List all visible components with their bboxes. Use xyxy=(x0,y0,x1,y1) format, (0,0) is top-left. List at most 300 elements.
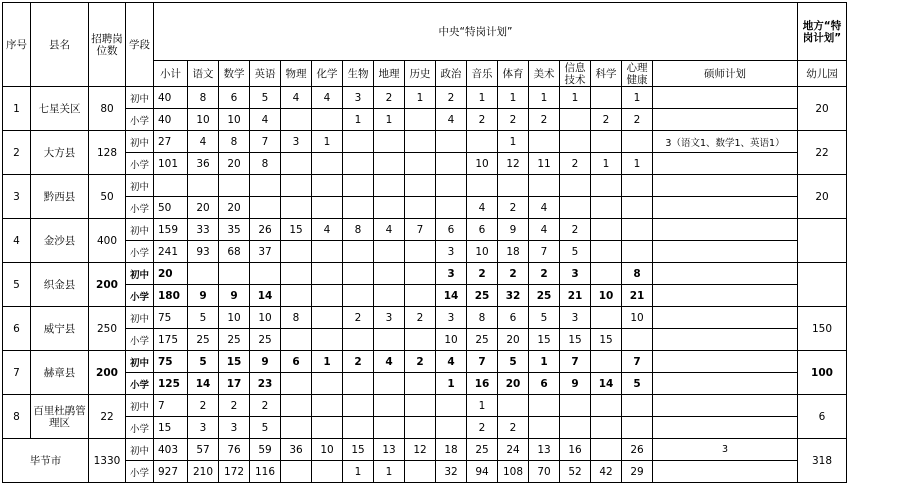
subject-cell: 3（语文1、数学1、英语1） xyxy=(653,131,798,153)
table-row xyxy=(3,439,847,461)
subject-cell: 1 xyxy=(343,461,374,483)
subject-cell: 2 xyxy=(560,153,591,175)
recruit-total: 250 xyxy=(89,307,126,351)
recruit-total: 1330 xyxy=(89,439,126,483)
subject-cell: 9 xyxy=(498,219,529,241)
subject-cell xyxy=(281,175,312,197)
header-subject: 体育 xyxy=(498,61,529,87)
subject-cell xyxy=(529,395,560,417)
subject-cell: 26 xyxy=(622,439,653,461)
table-row xyxy=(3,373,847,395)
subject-cell xyxy=(405,131,436,153)
subject-cell xyxy=(281,395,312,417)
subject-cell: 1 xyxy=(343,109,374,131)
subject-cell: 21 xyxy=(622,285,653,307)
subject-cell: 2 xyxy=(374,87,405,109)
table-row xyxy=(3,263,847,285)
subject-cell xyxy=(281,263,312,285)
stage-label: 小学 xyxy=(126,153,154,175)
header-seq: 序号 xyxy=(3,3,31,87)
subject-cell: 4 xyxy=(250,109,281,131)
subject-cell: 7 xyxy=(467,351,498,373)
subject-cell: 2 xyxy=(188,395,219,417)
subject-cell xyxy=(467,175,498,197)
subject-cell: 21 xyxy=(560,285,591,307)
subject-cell: 6 xyxy=(219,87,250,109)
subject-cell: 20 xyxy=(498,329,529,351)
subject-cell: 11 xyxy=(529,153,560,175)
subject-cell xyxy=(405,417,436,439)
header-subject: 政治 xyxy=(436,61,467,87)
header-subject: 历史 xyxy=(405,61,436,87)
recruitment-table xyxy=(2,2,847,483)
subject-cell: 3 xyxy=(281,131,312,153)
row-seq: 1 xyxy=(3,87,31,131)
subtotal-cell xyxy=(154,175,188,197)
subject-cell: 6 xyxy=(436,219,467,241)
kindergarten-cell: 20 xyxy=(798,175,847,219)
stage-label: 小学 xyxy=(126,417,154,439)
subject-cell xyxy=(374,395,405,417)
subject-cell xyxy=(653,241,798,263)
subject-cell: 2 xyxy=(498,263,529,285)
subject-cell xyxy=(653,329,798,351)
table-row xyxy=(3,351,847,373)
subject-cell xyxy=(250,263,281,285)
recruit-total: 80 xyxy=(89,87,126,131)
subject-cell xyxy=(560,395,591,417)
subject-cell xyxy=(560,197,591,219)
subject-cell xyxy=(622,175,653,197)
subtotal-cell: 20 xyxy=(154,263,188,285)
recruit-total: 128 xyxy=(89,131,126,175)
subject-cell: 3 xyxy=(436,307,467,329)
subject-cell: 6 xyxy=(467,219,498,241)
header-subject: 英语 xyxy=(250,61,281,87)
subject-cell xyxy=(653,285,798,307)
subject-cell: 68 xyxy=(219,241,250,263)
subject-cell: 20 xyxy=(188,197,219,219)
subject-cell: 2 xyxy=(250,395,281,417)
subject-cell xyxy=(281,241,312,263)
subject-cell: 29 xyxy=(622,461,653,483)
county-name: 大方县 xyxy=(31,131,89,175)
county-name: 织金县 xyxy=(31,263,89,307)
subject-cell: 1 xyxy=(529,351,560,373)
subject-cell: 8 xyxy=(281,307,312,329)
subject-cell xyxy=(405,241,436,263)
subtotal-cell: 125 xyxy=(154,373,188,395)
subject-cell: 5 xyxy=(560,241,591,263)
header-subject: 地理 xyxy=(374,61,405,87)
subject-cell xyxy=(591,219,622,241)
subject-cell xyxy=(529,175,560,197)
subject-cell xyxy=(188,175,219,197)
subject-cell xyxy=(653,417,798,439)
subject-cell xyxy=(591,417,622,439)
subtotal-cell: 927 xyxy=(154,461,188,483)
subtotal-cell: 40 xyxy=(154,109,188,131)
subject-cell: 2 xyxy=(467,263,498,285)
stage-label: 初中 xyxy=(126,351,154,373)
subject-cell xyxy=(374,285,405,307)
kindergarten-cell xyxy=(798,219,847,263)
table-row xyxy=(3,197,847,219)
county-name: 百里杜鹃管理区 xyxy=(31,395,89,439)
subject-cell xyxy=(343,329,374,351)
subject-cell: 36 xyxy=(281,439,312,461)
subject-cell: 1 xyxy=(591,153,622,175)
subject-cell: 2 xyxy=(529,263,560,285)
subject-cell: 20 xyxy=(219,197,250,219)
subject-cell xyxy=(591,351,622,373)
subject-cell: 25 xyxy=(250,329,281,351)
subject-cell: 1 xyxy=(622,87,653,109)
subject-cell: 2 xyxy=(498,417,529,439)
subject-cell: 2 xyxy=(560,219,591,241)
subtotal-cell: 159 xyxy=(154,219,188,241)
stage-label: 初中 xyxy=(126,219,154,241)
kindergarten-cell: 100 xyxy=(798,351,847,395)
subject-cell: 4 xyxy=(374,351,405,373)
subject-cell: 3 xyxy=(436,241,467,263)
stage-label: 初中 xyxy=(126,131,154,153)
subject-cell: 10 xyxy=(250,307,281,329)
subject-cell xyxy=(219,263,250,285)
subject-cell: 8 xyxy=(343,219,374,241)
subject-cell xyxy=(281,197,312,219)
subject-cell xyxy=(436,131,467,153)
subject-cell xyxy=(622,131,653,153)
subject-cell: 15 xyxy=(560,329,591,351)
subject-cell: 57 xyxy=(188,439,219,461)
subject-cell: 3 xyxy=(219,417,250,439)
county-name: 金沙县 xyxy=(31,219,89,263)
subject-cell: 108 xyxy=(498,461,529,483)
subject-cell xyxy=(312,153,343,175)
subject-cell: 13 xyxy=(374,439,405,461)
table-row xyxy=(3,87,847,109)
subject-cell xyxy=(498,395,529,417)
subject-cell: 4 xyxy=(188,131,219,153)
subject-cell xyxy=(281,285,312,307)
header-subject: 信息技术 xyxy=(560,61,591,87)
subject-cell: 17 xyxy=(219,373,250,395)
subject-cell: 25 xyxy=(467,285,498,307)
subtotal-cell: 27 xyxy=(154,131,188,153)
stage-label: 小学 xyxy=(126,109,154,131)
subject-cell: 8 xyxy=(467,307,498,329)
subject-cell xyxy=(312,373,343,395)
subject-cell: 1 xyxy=(498,87,529,109)
subject-cell xyxy=(653,87,798,109)
subject-cell: 3 xyxy=(653,439,798,461)
subject-cell: 14 xyxy=(591,373,622,395)
subject-cell: 15 xyxy=(529,329,560,351)
header-subject: 音乐 xyxy=(467,61,498,87)
subject-cell: 1 xyxy=(467,87,498,109)
subtotal-cell: 175 xyxy=(154,329,188,351)
subject-cell: 20 xyxy=(498,373,529,395)
subtotal-cell: 101 xyxy=(154,153,188,175)
subject-cell xyxy=(312,285,343,307)
subject-cell: 10 xyxy=(622,307,653,329)
subject-cell: 4 xyxy=(529,197,560,219)
recruit-total: 200 xyxy=(89,263,126,307)
subject-cell: 3 xyxy=(374,307,405,329)
subtotal-cell: 403 xyxy=(154,439,188,461)
subject-cell: 9 xyxy=(188,285,219,307)
row-seq: 2 xyxy=(3,131,31,175)
subject-cell xyxy=(281,417,312,439)
subject-cell: 25 xyxy=(188,329,219,351)
stage-label: 初中 xyxy=(126,175,154,197)
subject-cell: 37 xyxy=(250,241,281,263)
subject-cell: 10 xyxy=(467,153,498,175)
subtotal-cell: 50 xyxy=(154,197,188,219)
table-row xyxy=(3,285,847,307)
subject-cell xyxy=(560,109,591,131)
county-name: 毕节市 xyxy=(3,439,89,483)
subject-cell: 6 xyxy=(281,351,312,373)
subject-cell: 14 xyxy=(188,373,219,395)
subject-cell: 4 xyxy=(312,219,343,241)
subject-cell: 7 xyxy=(560,351,591,373)
subject-cell xyxy=(343,417,374,439)
subject-cell xyxy=(188,263,219,285)
subject-cell: 5 xyxy=(498,351,529,373)
subject-cell xyxy=(591,439,622,461)
subject-cell xyxy=(312,307,343,329)
subject-cell xyxy=(250,197,281,219)
stage-label: 小学 xyxy=(126,329,154,351)
subject-cell xyxy=(250,175,281,197)
subject-cell: 23 xyxy=(250,373,281,395)
subject-cell: 1 xyxy=(467,395,498,417)
subject-cell xyxy=(374,329,405,351)
row-seq: 4 xyxy=(3,219,31,263)
subject-cell: 25 xyxy=(467,329,498,351)
subject-cell: 10 xyxy=(312,439,343,461)
recruit-total: 400 xyxy=(89,219,126,263)
header-subject: 物理 xyxy=(281,61,312,87)
header-subject: 语文 xyxy=(188,61,219,87)
subject-cell: 1 xyxy=(436,373,467,395)
header-kindergarten: 幼儿园 xyxy=(798,61,847,87)
subject-cell xyxy=(343,197,374,219)
subject-cell: 3 xyxy=(343,87,374,109)
subject-cell xyxy=(653,263,798,285)
subject-cell: 1 xyxy=(405,87,436,109)
subject-cell: 10 xyxy=(436,329,467,351)
header-subject: 美术 xyxy=(529,61,560,87)
subject-cell: 26 xyxy=(250,219,281,241)
subject-cell: 70 xyxy=(529,461,560,483)
subject-cell: 8 xyxy=(250,153,281,175)
subject-cell xyxy=(436,395,467,417)
subject-cell xyxy=(436,197,467,219)
header-row-top xyxy=(3,3,847,61)
subject-cell xyxy=(560,417,591,439)
subject-cell xyxy=(312,417,343,439)
subject-cell xyxy=(281,109,312,131)
subject-cell: 5 xyxy=(188,307,219,329)
subject-cell xyxy=(436,153,467,175)
kindergarten-cell: 318 xyxy=(798,439,847,483)
subject-cell: 6 xyxy=(529,373,560,395)
kindergarten-cell: 20 xyxy=(798,87,847,131)
subject-cell: 93 xyxy=(188,241,219,263)
county-name: 威宁县 xyxy=(31,307,89,351)
subject-cell: 2 xyxy=(405,307,436,329)
subject-cell: 2 xyxy=(436,87,467,109)
subject-cell: 12 xyxy=(405,439,436,461)
subject-cell xyxy=(591,87,622,109)
stage-label: 小学 xyxy=(126,197,154,219)
subject-cell: 8 xyxy=(622,263,653,285)
subject-cell: 18 xyxy=(498,241,529,263)
table-row xyxy=(3,241,847,263)
subject-cell xyxy=(281,373,312,395)
subtotal-cell: 7 xyxy=(154,395,188,417)
subject-cell xyxy=(436,417,467,439)
subject-cell xyxy=(312,109,343,131)
subject-cell xyxy=(653,219,798,241)
subject-cell: 4 xyxy=(467,197,498,219)
stage-label: 初中 xyxy=(126,307,154,329)
subject-cell xyxy=(405,285,436,307)
subject-cell: 7 xyxy=(529,241,560,263)
subject-cell: 16 xyxy=(560,439,591,461)
subject-cell: 5 xyxy=(250,87,281,109)
table-row xyxy=(3,329,847,351)
subject-cell: 7 xyxy=(250,131,281,153)
stage-label: 初中 xyxy=(126,439,154,461)
subject-cell xyxy=(374,263,405,285)
subject-cell: 52 xyxy=(560,461,591,483)
subject-cell: 10 xyxy=(467,241,498,263)
subject-cell xyxy=(343,263,374,285)
header-subject: 科学 xyxy=(591,61,622,87)
subject-cell: 25 xyxy=(529,285,560,307)
subject-cell xyxy=(653,153,798,175)
subject-cell: 18 xyxy=(436,439,467,461)
row-seq: 7 xyxy=(3,351,31,395)
recruit-total: 200 xyxy=(89,351,126,395)
subject-cell: 1 xyxy=(374,109,405,131)
subject-cell: 2 xyxy=(622,109,653,131)
subject-cell xyxy=(343,241,374,263)
subject-cell xyxy=(498,175,529,197)
kindergarten-cell xyxy=(798,263,847,307)
table-row xyxy=(3,175,847,197)
subject-cell: 10 xyxy=(219,307,250,329)
table-row xyxy=(3,131,847,153)
subject-cell xyxy=(405,395,436,417)
subject-cell xyxy=(405,153,436,175)
subject-cell: 25 xyxy=(219,329,250,351)
subject-cell: 42 xyxy=(591,461,622,483)
header-subject: 硕师计划 xyxy=(653,61,798,87)
subject-cell xyxy=(312,197,343,219)
stage-label: 小学 xyxy=(126,373,154,395)
kindergarten-cell: 6 xyxy=(798,395,847,439)
subject-cell xyxy=(529,417,560,439)
subject-cell: 3 xyxy=(436,263,467,285)
subject-cell xyxy=(405,329,436,351)
subject-cell xyxy=(653,109,798,131)
subject-cell: 1 xyxy=(374,461,405,483)
subject-cell: 3 xyxy=(560,263,591,285)
header-subject: 数学 xyxy=(219,61,250,87)
subject-cell: 4 xyxy=(281,87,312,109)
header-recruit: 招聘岗位数 xyxy=(89,3,126,87)
subject-cell xyxy=(591,175,622,197)
subject-cell: 35 xyxy=(219,219,250,241)
subject-cell: 12 xyxy=(498,153,529,175)
header-subject: 心理健康 xyxy=(622,61,653,87)
subject-cell: 4 xyxy=(312,87,343,109)
subject-cell xyxy=(622,241,653,263)
subject-cell: 32 xyxy=(498,285,529,307)
kindergarten-cell: 150 xyxy=(798,307,847,351)
subject-cell: 9 xyxy=(250,351,281,373)
stage-label: 初中 xyxy=(126,87,154,109)
subject-cell: 1 xyxy=(312,351,343,373)
subject-cell xyxy=(312,329,343,351)
subject-cell: 10 xyxy=(219,109,250,131)
subject-cell: 32 xyxy=(436,461,467,483)
subject-cell xyxy=(436,175,467,197)
subtotal-cell: 75 xyxy=(154,307,188,329)
subject-cell: 15 xyxy=(343,439,374,461)
subject-cell xyxy=(591,241,622,263)
subject-cell: 2 xyxy=(498,197,529,219)
subject-cell xyxy=(374,417,405,439)
subject-cell xyxy=(343,131,374,153)
subject-cell: 15 xyxy=(219,351,250,373)
subject-cell: 14 xyxy=(436,285,467,307)
subject-cell xyxy=(374,373,405,395)
subject-cell xyxy=(374,241,405,263)
subject-cell xyxy=(560,131,591,153)
subtotal-cell: 75 xyxy=(154,351,188,373)
subject-cell xyxy=(622,197,653,219)
subject-cell xyxy=(281,329,312,351)
subject-cell: 4 xyxy=(529,219,560,241)
subject-cell: 59 xyxy=(250,439,281,461)
subject-cell: 3 xyxy=(560,307,591,329)
kindergarten-cell: 22 xyxy=(798,131,847,175)
subject-cell: 10 xyxy=(188,109,219,131)
subject-cell: 5 xyxy=(529,307,560,329)
subject-cell: 25 xyxy=(467,439,498,461)
subject-cell xyxy=(343,153,374,175)
county-name: 黔西县 xyxy=(31,175,89,219)
subject-cell: 15 xyxy=(591,329,622,351)
subject-cell xyxy=(622,219,653,241)
subject-cell: 1 xyxy=(529,87,560,109)
subject-cell xyxy=(374,153,405,175)
subject-cell xyxy=(374,197,405,219)
table-row xyxy=(3,395,847,417)
subject-cell: 2 xyxy=(405,351,436,373)
subject-cell: 2 xyxy=(467,109,498,131)
subject-cell xyxy=(343,395,374,417)
subject-cell: 2 xyxy=(529,109,560,131)
subject-cell: 15 xyxy=(281,219,312,241)
subject-cell: 7 xyxy=(622,351,653,373)
